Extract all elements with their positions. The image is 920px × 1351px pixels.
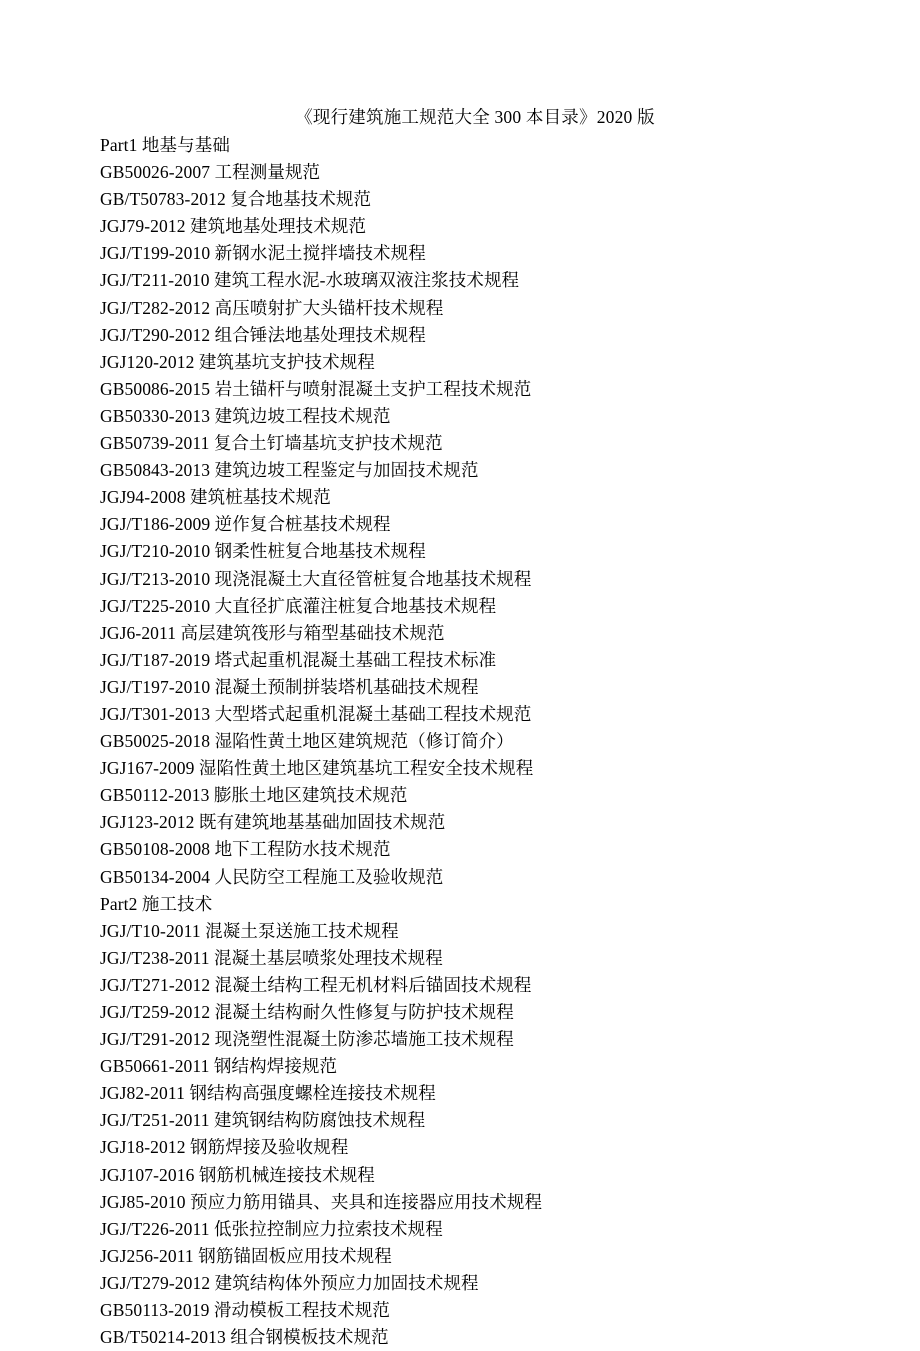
standard-entry: JGJ/T301-2013 大型塔式起重机混凝土基础工程技术规范: [100, 703, 532, 724]
standard-entry: JGJ/T199-2010 新钢水泥土搅拌墙技术规程: [100, 243, 426, 264]
standard-entry: GB50134-2004 人民防空工程施工及验收规范: [100, 866, 444, 887]
standard-entry: JGJ/T259-2012 混凝土结构耐久性修复与防护技术规程: [100, 1002, 514, 1022]
standard-entry: GB/T50783-2012 复合地基技术规范: [100, 189, 372, 210]
standard-entry: JGJ85-2010 预应力筋用锚具、夹具和连接器应用技术规程: [100, 1191, 543, 1212]
standard-entry: JGJ/T186-2009 逆作复合桩基技术规程: [100, 514, 391, 535]
standard-entry: GB50108-2008 地下工程防水技术规范: [100, 839, 391, 860]
standard-entry: JGJ107-2016 钢筋机械连接技术规程: [100, 1164, 375, 1185]
standard-entry: GB50330-2013 建筑边坡工程技术规范: [100, 405, 391, 426]
standard-entry: GB50661-2011 钢结构焊接规范: [100, 1056, 338, 1077]
standard-entry: JGJ/T197-2010 混凝土预制拼装塔机基础技术规程: [100, 676, 479, 697]
standard-entry: JGJ18-2012 钢筋焊接及验收规程: [100, 1137, 349, 1158]
document-title: 《现行建筑施工规范大全 300 本目录》2020 版: [295, 107, 655, 127]
standard-entry: GB50026-2007 工程测量规范: [100, 162, 321, 183]
standard-entry: JGJ/T10-2011 混凝土泵送施工技术规程: [100, 920, 399, 941]
standard-entry: JGJ82-2011 钢结构高强度螺栓连接技术规程: [100, 1083, 436, 1104]
standard-entry: GB50843-2013 建筑边坡工程鉴定与加固技术规范: [100, 460, 479, 481]
standard-entry: JGJ123-2012 既有建筑地基基础加固技术规范: [100, 812, 446, 833]
document-body: [100, 132, 850, 1351]
standard-entry: GB50113-2019 滑动模板工程技术规范: [100, 1300, 390, 1321]
standard-entry: JGJ/T251-2011 建筑钢结构防腐蚀技术规程: [100, 1110, 426, 1131]
standard-entry: JGJ256-2011 钢筋锚固板应用技术规程: [100, 1245, 392, 1266]
section-heading: Part1 地基与基础: [100, 135, 230, 155]
standard-entry: JGJ/T187-2019 塔式起重机混凝土基础工程技术标准: [100, 649, 497, 670]
standard-entry: JGJ6-2011 高层建筑筏形与箱型基础技术规范: [100, 622, 445, 643]
standard-entry: GB50112-2013 膨胀土地区建筑技术规范: [100, 785, 408, 806]
standard-entry: JGJ/T226-2011 低张拉控制应力拉索技术规程: [100, 1218, 443, 1239]
standard-entry: JGJ/T225-2010 大直径扩底灌注桩复合地基技术规程: [100, 595, 497, 616]
standard-entry: JGJ/T210-2010 钢柔性桩复合地基技术规程: [100, 541, 426, 562]
standard-entry: JGJ/T213-2010 现浇混凝土大直径管桩复合地基技术规程: [100, 568, 532, 589]
section-heading: Part2 施工技术: [100, 893, 213, 914]
standard-entry: GB50086-2015 岩土锚杆与喷射混凝土支护工程技术规范: [100, 378, 532, 399]
standard-entry: JGJ/T291-2012 现浇塑性混凝土防渗芯墙施工技术规程: [100, 1029, 514, 1050]
standard-entry: JGJ167-2009 湿陷性黄土地区建筑基坑工程安全技术规程: [100, 758, 534, 779]
standard-entry: JGJ/T238-2011 混凝土基层喷浆处理技术规程: [100, 947, 443, 968]
standard-entry: GB50025-2018 湿陷性黄土地区建筑规范（修订简介）: [100, 731, 514, 752]
standard-entry: GB50739-2011 复合土钉墙基坑支护技术规范: [100, 433, 443, 454]
standard-entry: JGJ/T279-2012 建筑结构体外预应力加固技术规程: [100, 1272, 479, 1293]
standard-entry: JGJ120-2012 建筑基坑支护技术规程: [100, 351, 375, 372]
standard-entry: JGJ94-2008 建筑桩基技术规范: [100, 487, 331, 508]
standard-entry: JGJ/T271-2012 混凝土结构工程无机材料后锚固技术规程: [100, 974, 532, 995]
standard-entry: JGJ79-2012 建筑地基处理技术规范: [100, 216, 367, 237]
standard-entry: JGJ/T211-2010 建筑工程水泥-水玻璃双液注浆技术规程: [100, 270, 520, 291]
standard-entry: GB/T50214-2013 组合钢模板技术规范: [100, 1327, 389, 1348]
standard-entry: JGJ/T282-2012 高压喷射扩大头锚杆技术规程: [100, 297, 444, 318]
standard-entry: JGJ/T290-2012 组合锤法地基处理技术规程: [100, 324, 426, 345]
